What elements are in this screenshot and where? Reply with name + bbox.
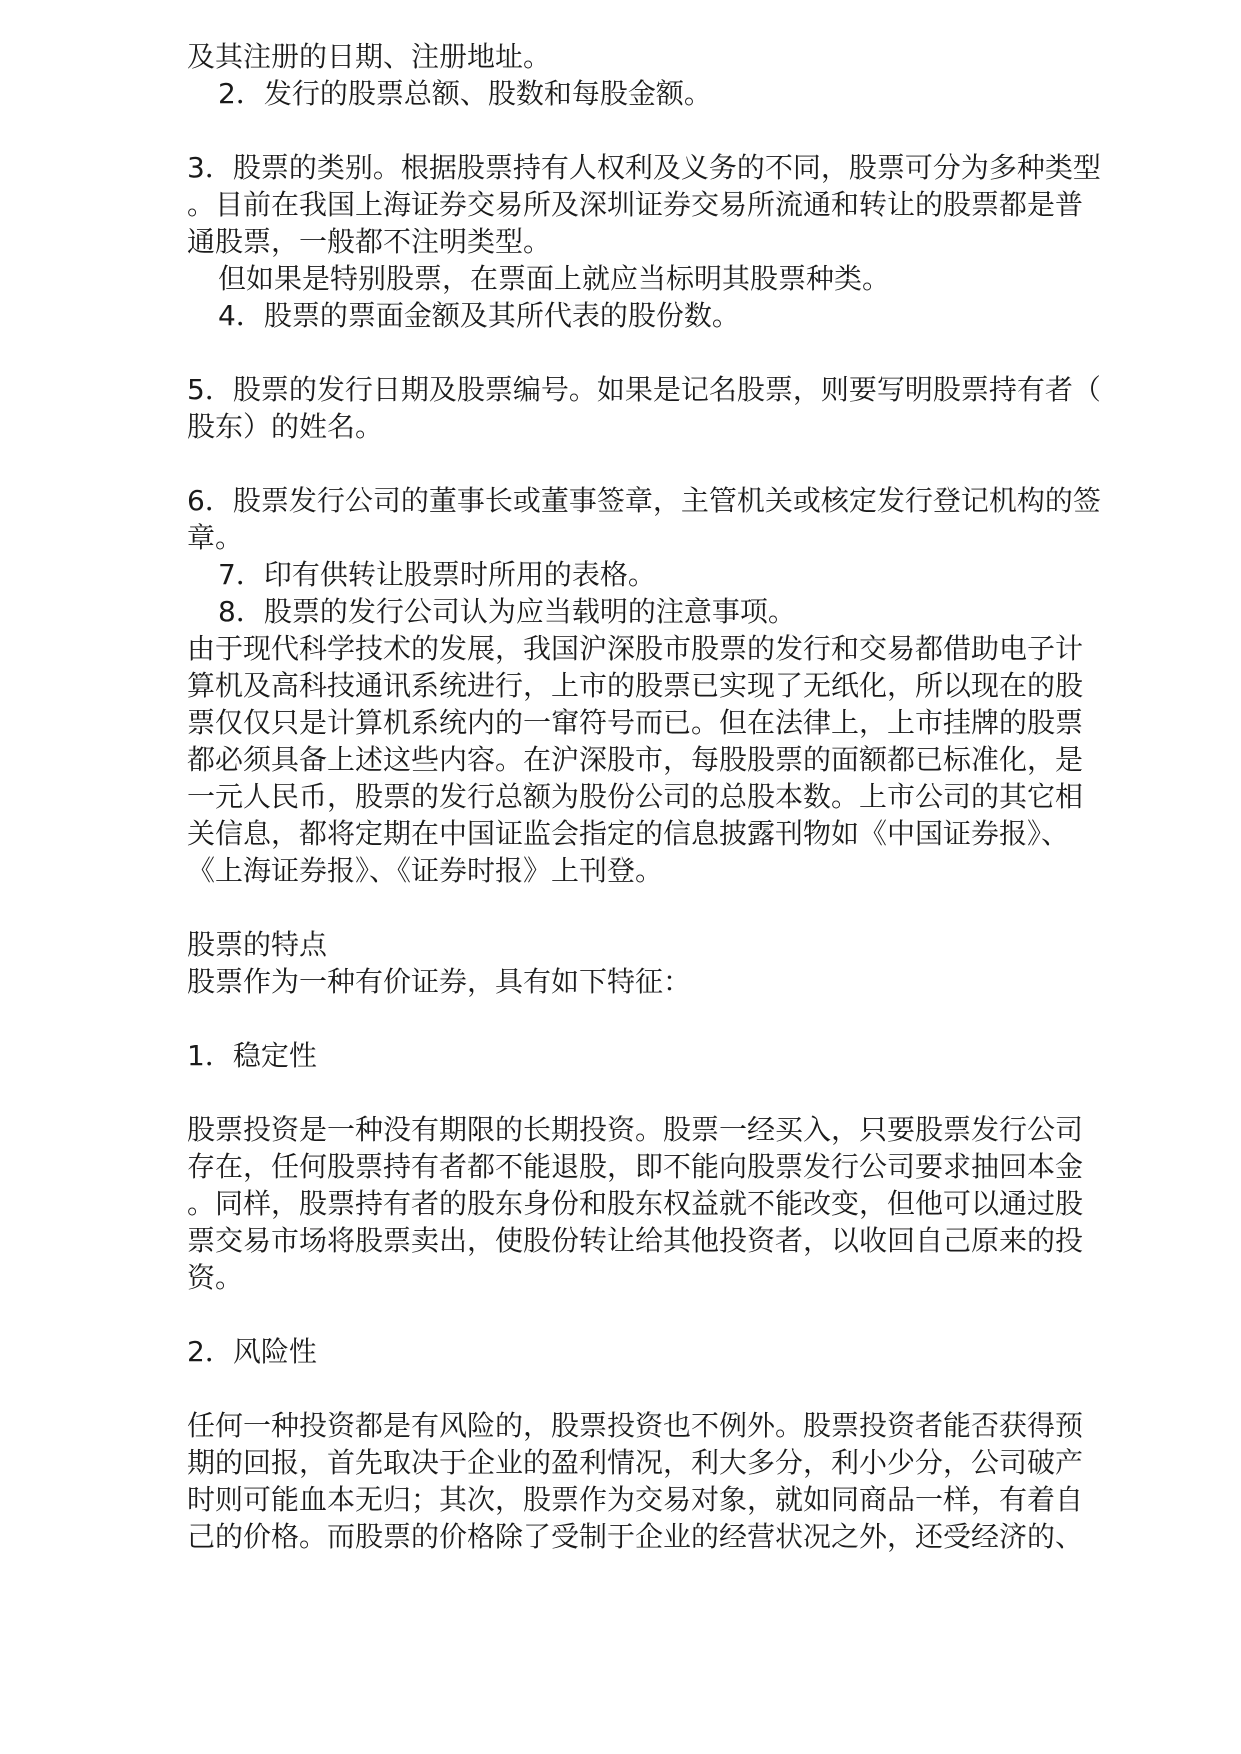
text-line: 通股票，一般都不注明类型。 <box>187 225 552 258</box>
list-item-6: 6．股票发行公司的董事长或董事签章，主管机关或核定发行登记机构的签 <box>187 484 1101 517</box>
list-item-7: 7．印有供转让股票时所用的表格。 <box>218 558 656 591</box>
paragraph-line: 资。 <box>187 1261 244 1294</box>
paragraph-line: 《上海证券报》、《证券时报》上刊登。 <box>187 854 664 887</box>
paragraph-line: 己的价格。而股票的价格除了受制于企业的经营状况之外，还受经济的、 <box>187 1520 1084 1553</box>
feature-heading-2: 2．风险性 <box>187 1335 317 1368</box>
list-item-2: 2．发行的股票总额、股数和每股金额。 <box>218 77 712 110</box>
blank-line <box>187 1000 1139 1037</box>
paragraph-line: 由于现代科学技术的发展，我国沪深股市股票的发行和交易都借助电子计 <box>187 632 1084 665</box>
paragraph-line: 关信息，都将定期在中国证监会指定的信息披露刊物如《中国证券报》、 <box>187 817 1070 850</box>
text-line: 但如果是特别股票，在票面上就应当标明其股票种类。 <box>218 262 891 295</box>
text-line: 及其注册的日期、注册地址。 <box>187 40 552 73</box>
paragraph-line: 时则可能血本无归；其次，股票作为交易对象，就如同商品一样，有着自 <box>187 1483 1084 1516</box>
list-item-8: 8．股票的发行公司认为应当载明的注意事项。 <box>218 595 796 628</box>
list-item-5: 5．股票的发行日期及股票编号。如果是记名股票，则要写明股票持有者（ <box>187 373 1101 406</box>
text-line: 股东）的姓名。 <box>187 410 384 443</box>
section-heading: 股票的特点 <box>187 928 328 961</box>
paragraph-line: 一元人民币，股票的发行总额为股份公司的总股本数。上市公司的其它相 <box>187 780 1084 813</box>
section-intro: 股票作为一种有价证券，具有如下特征： <box>187 965 692 998</box>
blank-line <box>187 1296 1139 1333</box>
blank-line <box>187 445 1139 482</box>
paragraph-line: 都必须具备上述这些内容。在沪深股市，每股股票的面额都已标准化，是 <box>187 743 1084 776</box>
paragraph-line: 任何一种投资都是有风险的，股票投资也不例外。股票投资者能否获得预 <box>187 1409 1084 1442</box>
paragraph-line: 算机及高科技通讯系统进行，上市的股票已实现了无纸化，所以现在的股 <box>187 669 1084 702</box>
blank-line <box>187 1074 1139 1111</box>
paragraph-line: 票交易市场将股票卖出，使股份转让给其他投资者，以收回自己原来的投 <box>187 1224 1084 1257</box>
text-line: 章。 <box>187 521 244 554</box>
blank-line <box>187 112 1139 149</box>
list-item-3: 3．股票的类别。根据股票持有人权利及义务的不同，股票可分为多种类型 <box>187 151 1101 184</box>
blank-line <box>187 889 1139 926</box>
paragraph-line: 股票投资是一种没有期限的长期投资。股票一经买入，只要股票发行公司 <box>187 1113 1084 1146</box>
blank-line <box>187 1370 1139 1407</box>
list-item-4: 4．股票的票面金额及其所代表的股份数。 <box>218 299 740 332</box>
paragraph-line: 。同样，股票持有者的股东身份和股东权益就不能改变，但他可以通过股 <box>187 1187 1084 1220</box>
document-page <box>187 38 1139 1555</box>
paragraph-line: 票仅仅只是计算机系统内的一窜符号而已。但在法律上，上市挂牌的股票 <box>187 706 1084 739</box>
feature-heading-1: 1．稳定性 <box>187 1039 317 1072</box>
paragraph-line: 存在，任何股票持有者都不能退股，即不能向股票发行公司要求抽回本金 <box>187 1150 1084 1183</box>
paragraph-line: 期的回报，首先取决于企业的盈利情况，利大多分，利小少分，公司破产 <box>187 1446 1084 1479</box>
text-line: 。目前在我国上海证券交易所及深圳证券交易所流通和转让的股票都是普 <box>187 188 1084 221</box>
blank-line <box>187 334 1139 371</box>
